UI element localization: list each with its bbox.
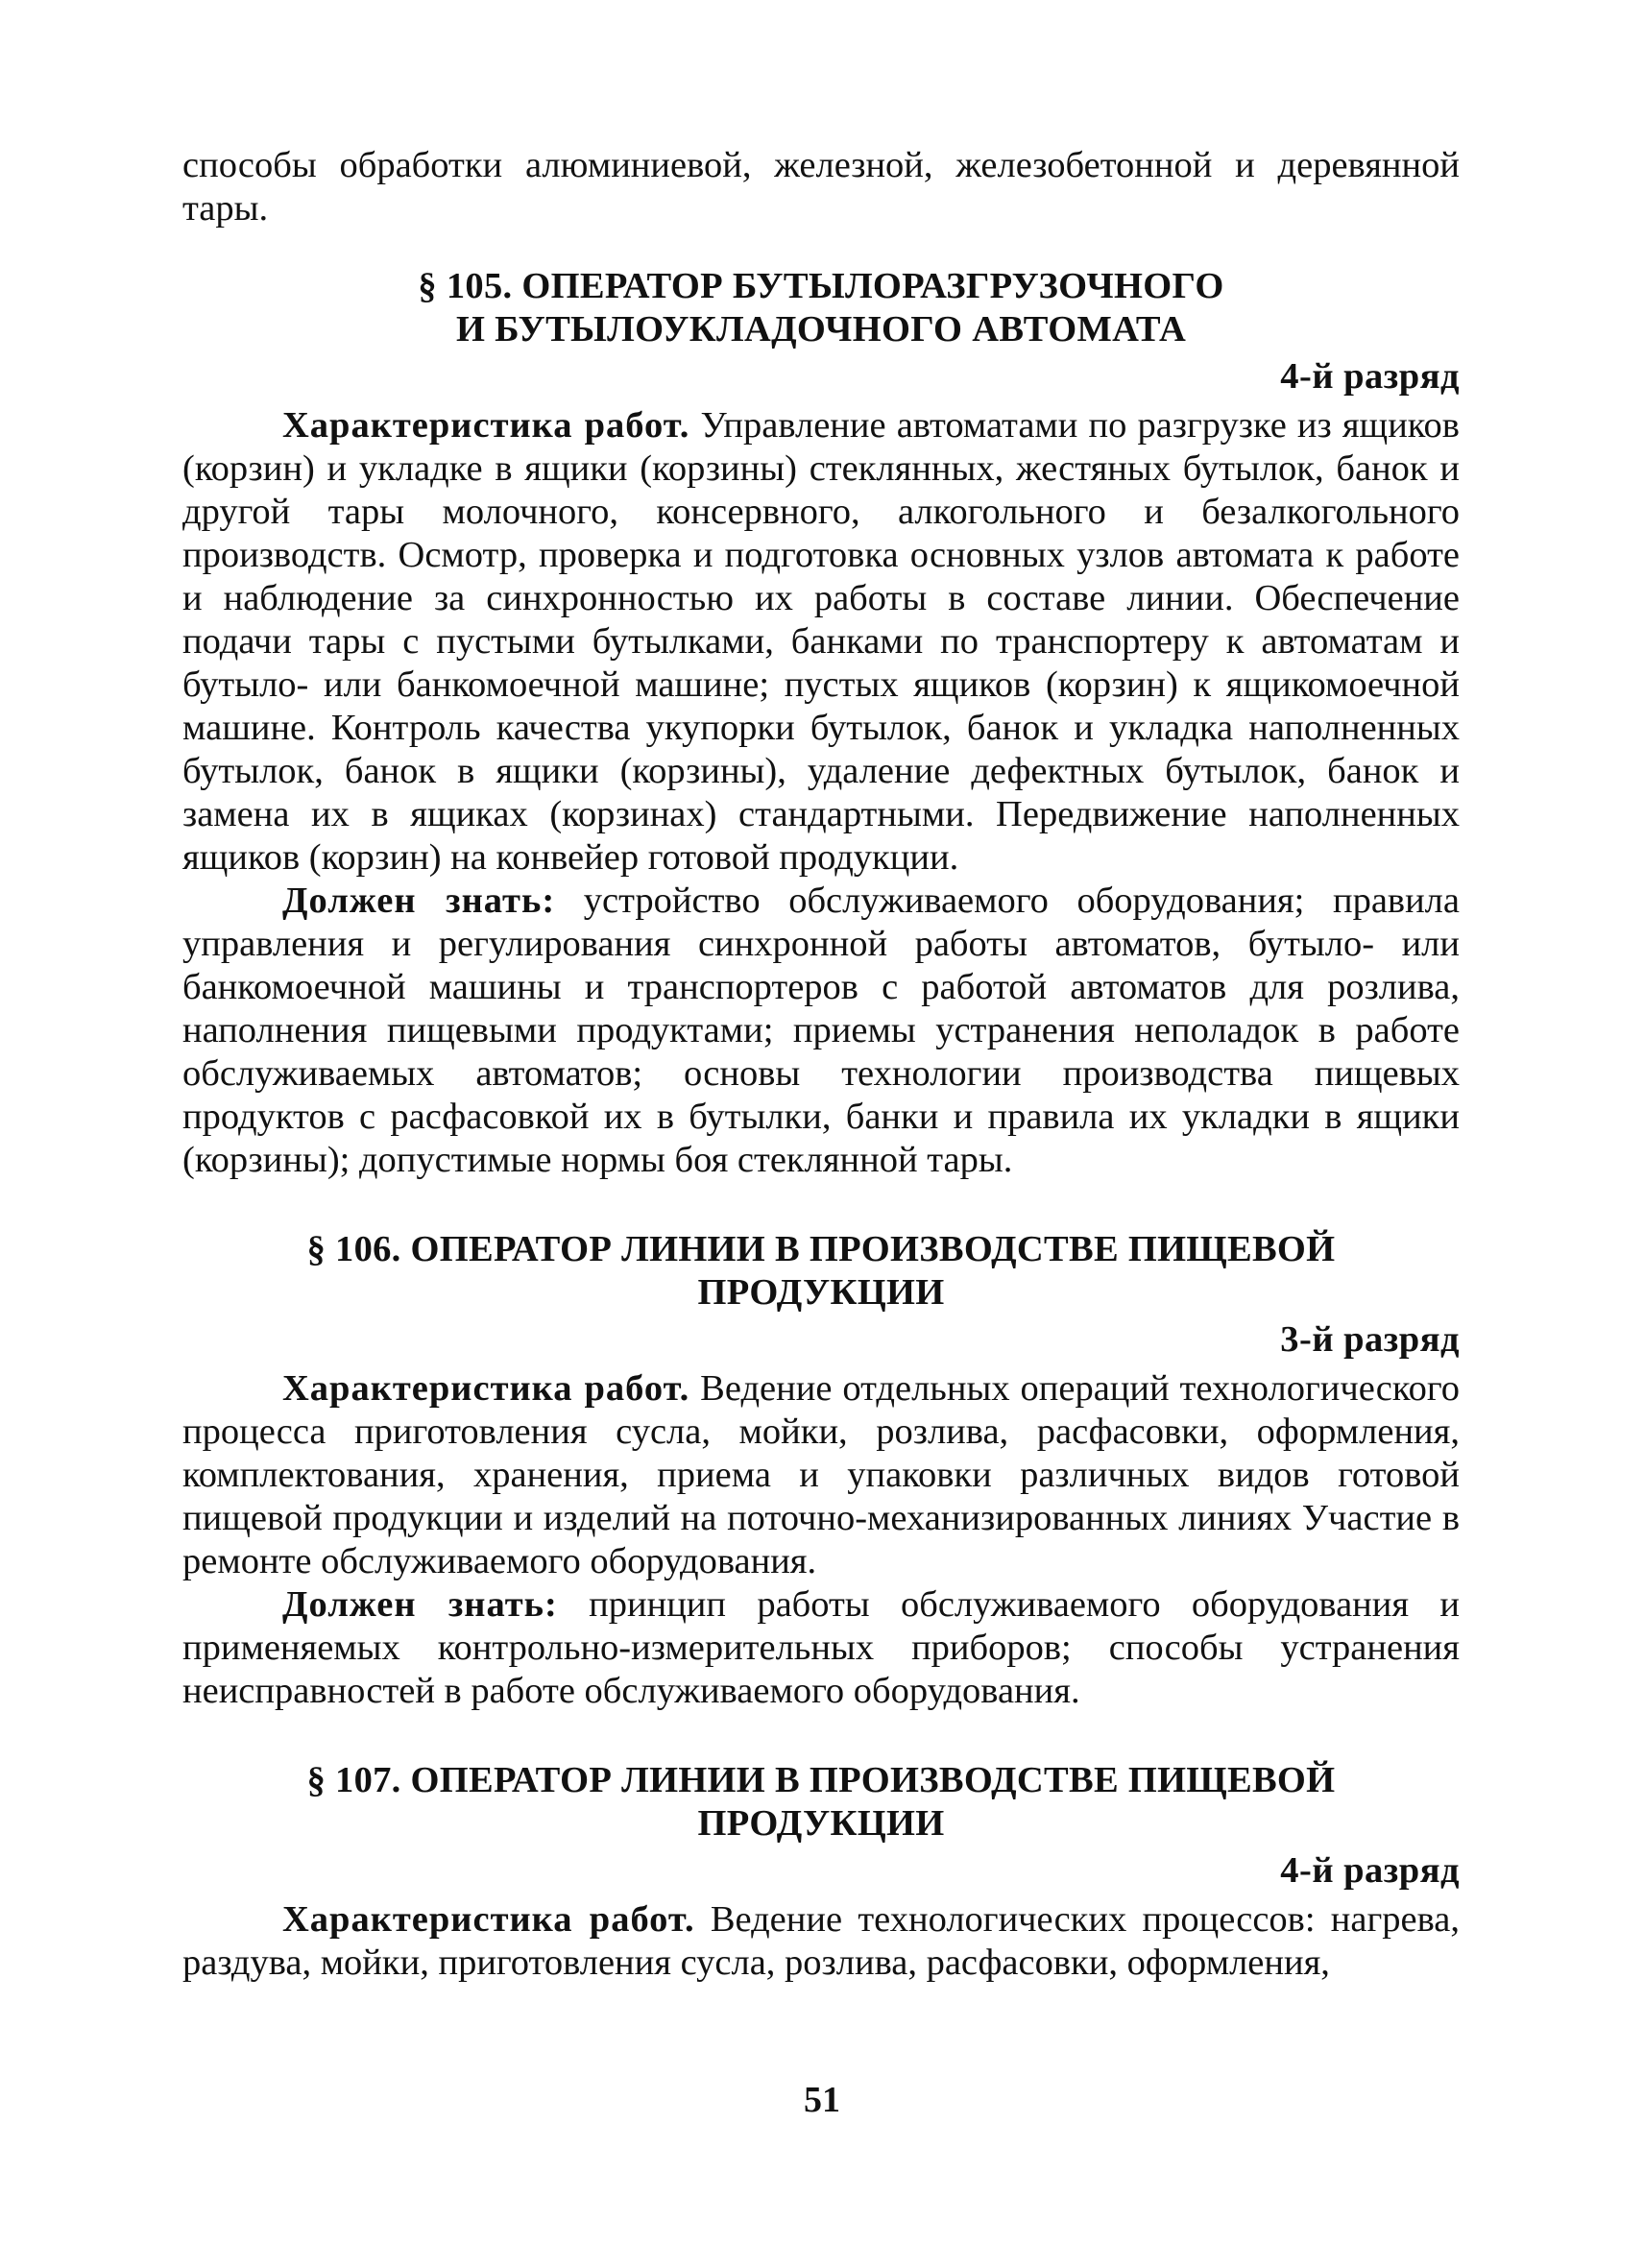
section-105-knowledge-label: Должен знать: bbox=[282, 881, 556, 921]
section-106-characteristics-text: Ведение отдельных операций технологического процесса приготовления сусла, мойки, розлива, расфасовки, оформления, комплектования, хранения, приема и упаковки различных видов готовой пищевой продукции и изделий на поточно-механизированных линиях Участие в ремонте обслуживаемого оборудования. bbox=[182, 1368, 1460, 1581]
section-105-heading-line2: И БУТЫЛОУКЛАДОЧНОГО АВТОМАТА bbox=[455, 309, 1187, 350]
section-105-characteristics bbox=[182, 404, 1460, 880]
section-106-grade: 3-й разряд bbox=[1280, 1319, 1460, 1360]
section-106-knowledge bbox=[182, 1583, 1460, 1713]
section-106-knowledge-text: принцип работы обслуживаемого оборудования и применяемых контрольно-измерительных приборов; способы устранения неисправностей в работе обслуживаемого оборудования. bbox=[182, 1584, 1460, 1711]
section-107-heading-line1: § 107. ОПЕРАТОР ЛИНИИ В ПРОИЗВОДСТВЕ ПИЩЕВОЙ bbox=[306, 1760, 1336, 1800]
section-105-heading-line1: § 105. ОПЕРАТОР БУТЫЛОРАЗГРУЗОЧНОГО bbox=[418, 266, 1224, 306]
section-105-grade: 4-й разряд bbox=[1280, 356, 1460, 397]
section-106-characteristics bbox=[182, 1367, 1460, 1583]
document-page bbox=[182, 144, 1460, 1985]
section-106-characteristics-label: Характеристика работ. bbox=[282, 1368, 690, 1409]
section-107-characteristics bbox=[182, 1898, 1460, 1985]
section-105-knowledge-text: устройство обслуживаемого оборудования; правила управления и регулирования синхронной работы автоматов, бутыло- или банкомоечной машины и транспортеров с работой автоматов для розлива, наполнения пищевыми продуктами; приемы устранения неполадок в работе обслуживаемых автоматов; основы технологии производства пищевых продуктов с расфасовкой их в бутылки, банки и правила их укладки в ящики (корзины); допустимые нормы боя стеклянной тары. bbox=[182, 881, 1460, 1180]
section-105-characteristics-text: Управление автоматами по разгрузке из ящиков (корзин) и укладке в ящики (корзины) стеклянных, жестяных бутылок, банок и другой тары молочного, консервного, алкогольного и безалкогольного производств. Осмотр, проверка и подготовка основных узлов автомата к работе и наблюдение за синхронностью их работы в составе линии. Обеспечение подачи тары с пустыми бутылками, банками по транспортеру к автоматам и бутыло- или банкомоечной машине; пустых ящиков (корзин) к ящикомоечной машине. Контроль качества укупорки бутылок, банок и укладка наполненных бутылок, банок в ящики (корзины), удаление дефектных бутылок, банок и замена их в ящиках (корзинах) стандартными. Передвижение наполненных ящиков (корзин) на конвейер готовой продукции. bbox=[182, 405, 1460, 878]
section-106-heading-line1: § 106. ОПЕРАТОР ЛИНИИ В ПРОИЗВОДСТВЕ ПИЩЕВОЙ bbox=[306, 1229, 1336, 1269]
section-106-knowledge-label: Должен знать: bbox=[282, 1584, 558, 1625]
section-107-characteristics-text: Ведение технологических процессов: нагрева, раздува, мойки, приготовления сусла, розлива, расфасовки, оформления, bbox=[182, 1899, 1460, 1983]
section-106-heading bbox=[182, 1228, 1460, 1315]
intro-paragraph: способы обработки алюминиевой, железной, железобетонной и деревянной тары. bbox=[182, 145, 1460, 229]
section-107-heading bbox=[182, 1759, 1460, 1846]
section-105-knowledge bbox=[182, 880, 1460, 1182]
section-107-grade: 4-й разряд bbox=[1280, 1850, 1460, 1891]
section-107-heading-line2: ПРОДУКЦИИ bbox=[697, 1803, 945, 1844]
section-107-characteristics-label: Характеристика работ. bbox=[282, 1899, 695, 1940]
page-number: 51 bbox=[804, 2080, 840, 2120]
section-105-characteristics-label: Характеристика работ. bbox=[282, 405, 690, 446]
section-106-heading-line2: ПРОДУКЦИИ bbox=[697, 1272, 945, 1313]
section-105-heading bbox=[182, 265, 1460, 351]
